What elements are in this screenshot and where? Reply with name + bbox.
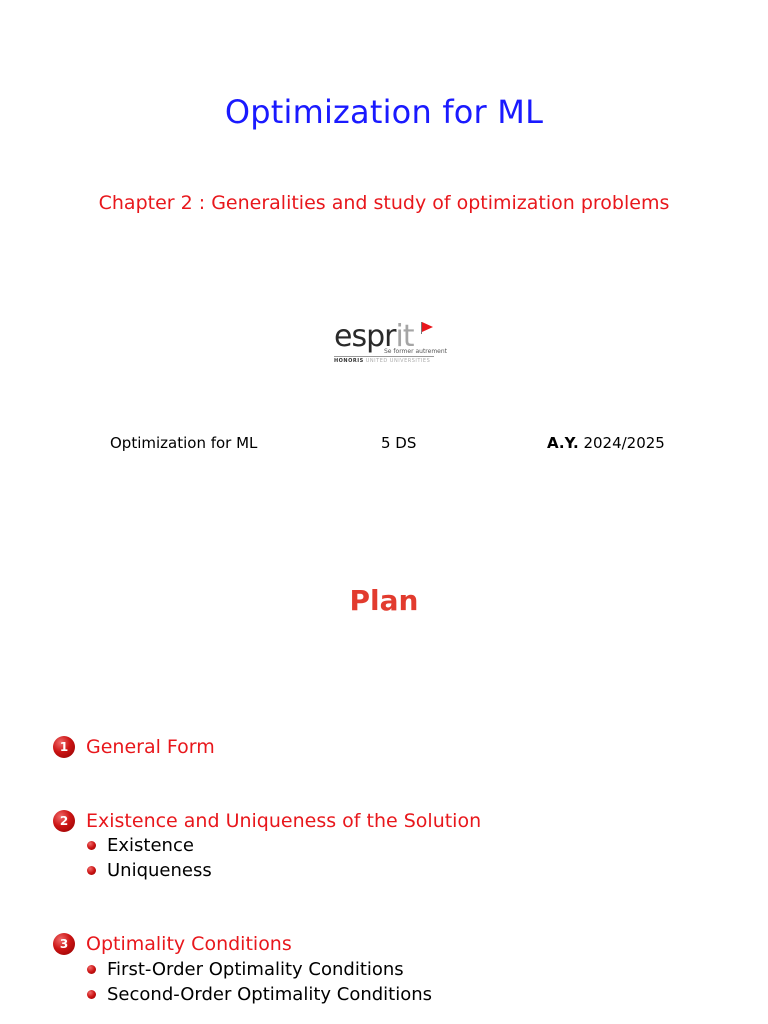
plan-section-3 <box>53 931 292 957</box>
subitem-label: Uniqueness <box>107 859 212 881</box>
section-number-badge: 3 <box>53 933 75 955</box>
flag-icon <box>422 322 433 332</box>
footer-ay-label: A.Y. <box>547 434 579 452</box>
bullet-icon <box>87 866 96 875</box>
footer-ay-value: 2024/2025 <box>578 434 665 452</box>
logo-divider <box>334 356 434 357</box>
footer-academic-year <box>547 434 665 452</box>
logo-word-dark: espr <box>334 319 396 354</box>
bullet-icon <box>87 841 96 850</box>
main-title: Optimization for ML <box>224 93 544 131</box>
logo-word-grey: it <box>395 319 414 354</box>
plan-title: Plan <box>349 584 419 617</box>
plan-subitem-uniqueness <box>87 858 212 882</box>
plan-subitem-first-order <box>87 957 404 981</box>
subitem-label: Second-Order Optimality Conditions <box>107 983 433 1005</box>
footer-course: Optimization for ML <box>110 434 258 452</box>
bullet-icon <box>87 990 96 999</box>
bullet-icon <box>87 965 96 974</box>
subitem-label: Existence <box>107 834 194 856</box>
footer-class: 5 DS <box>381 434 417 452</box>
chapter-subtitle: Chapter 2 : Generalities and study of optimization problems <box>98 192 670 214</box>
esprit-logo <box>334 319 448 368</box>
subitem-label: First-Order Optimality Conditions <box>107 958 404 980</box>
section-number-badge: 2 <box>53 810 75 832</box>
section-number-badge: 1 <box>53 736 75 758</box>
logo-footer-dark: HONORIS <box>334 358 364 364</box>
logo-footer <box>334 358 430 364</box>
logo-tagline: Se former autrement <box>384 348 448 355</box>
plan-subitem-second-order <box>87 982 432 1006</box>
section-label: Existence and Uniqueness of the Solution <box>86 810 482 832</box>
section-label: Optimality Conditions <box>86 933 292 955</box>
plan-section-1 <box>53 734 215 760</box>
plan-section-2 <box>53 808 481 834</box>
plan-subitem-existence <box>87 833 194 857</box>
logo-footer-grey: UNITED UNIVERSITIES <box>363 358 431 364</box>
section-label: General Form <box>86 736 215 758</box>
